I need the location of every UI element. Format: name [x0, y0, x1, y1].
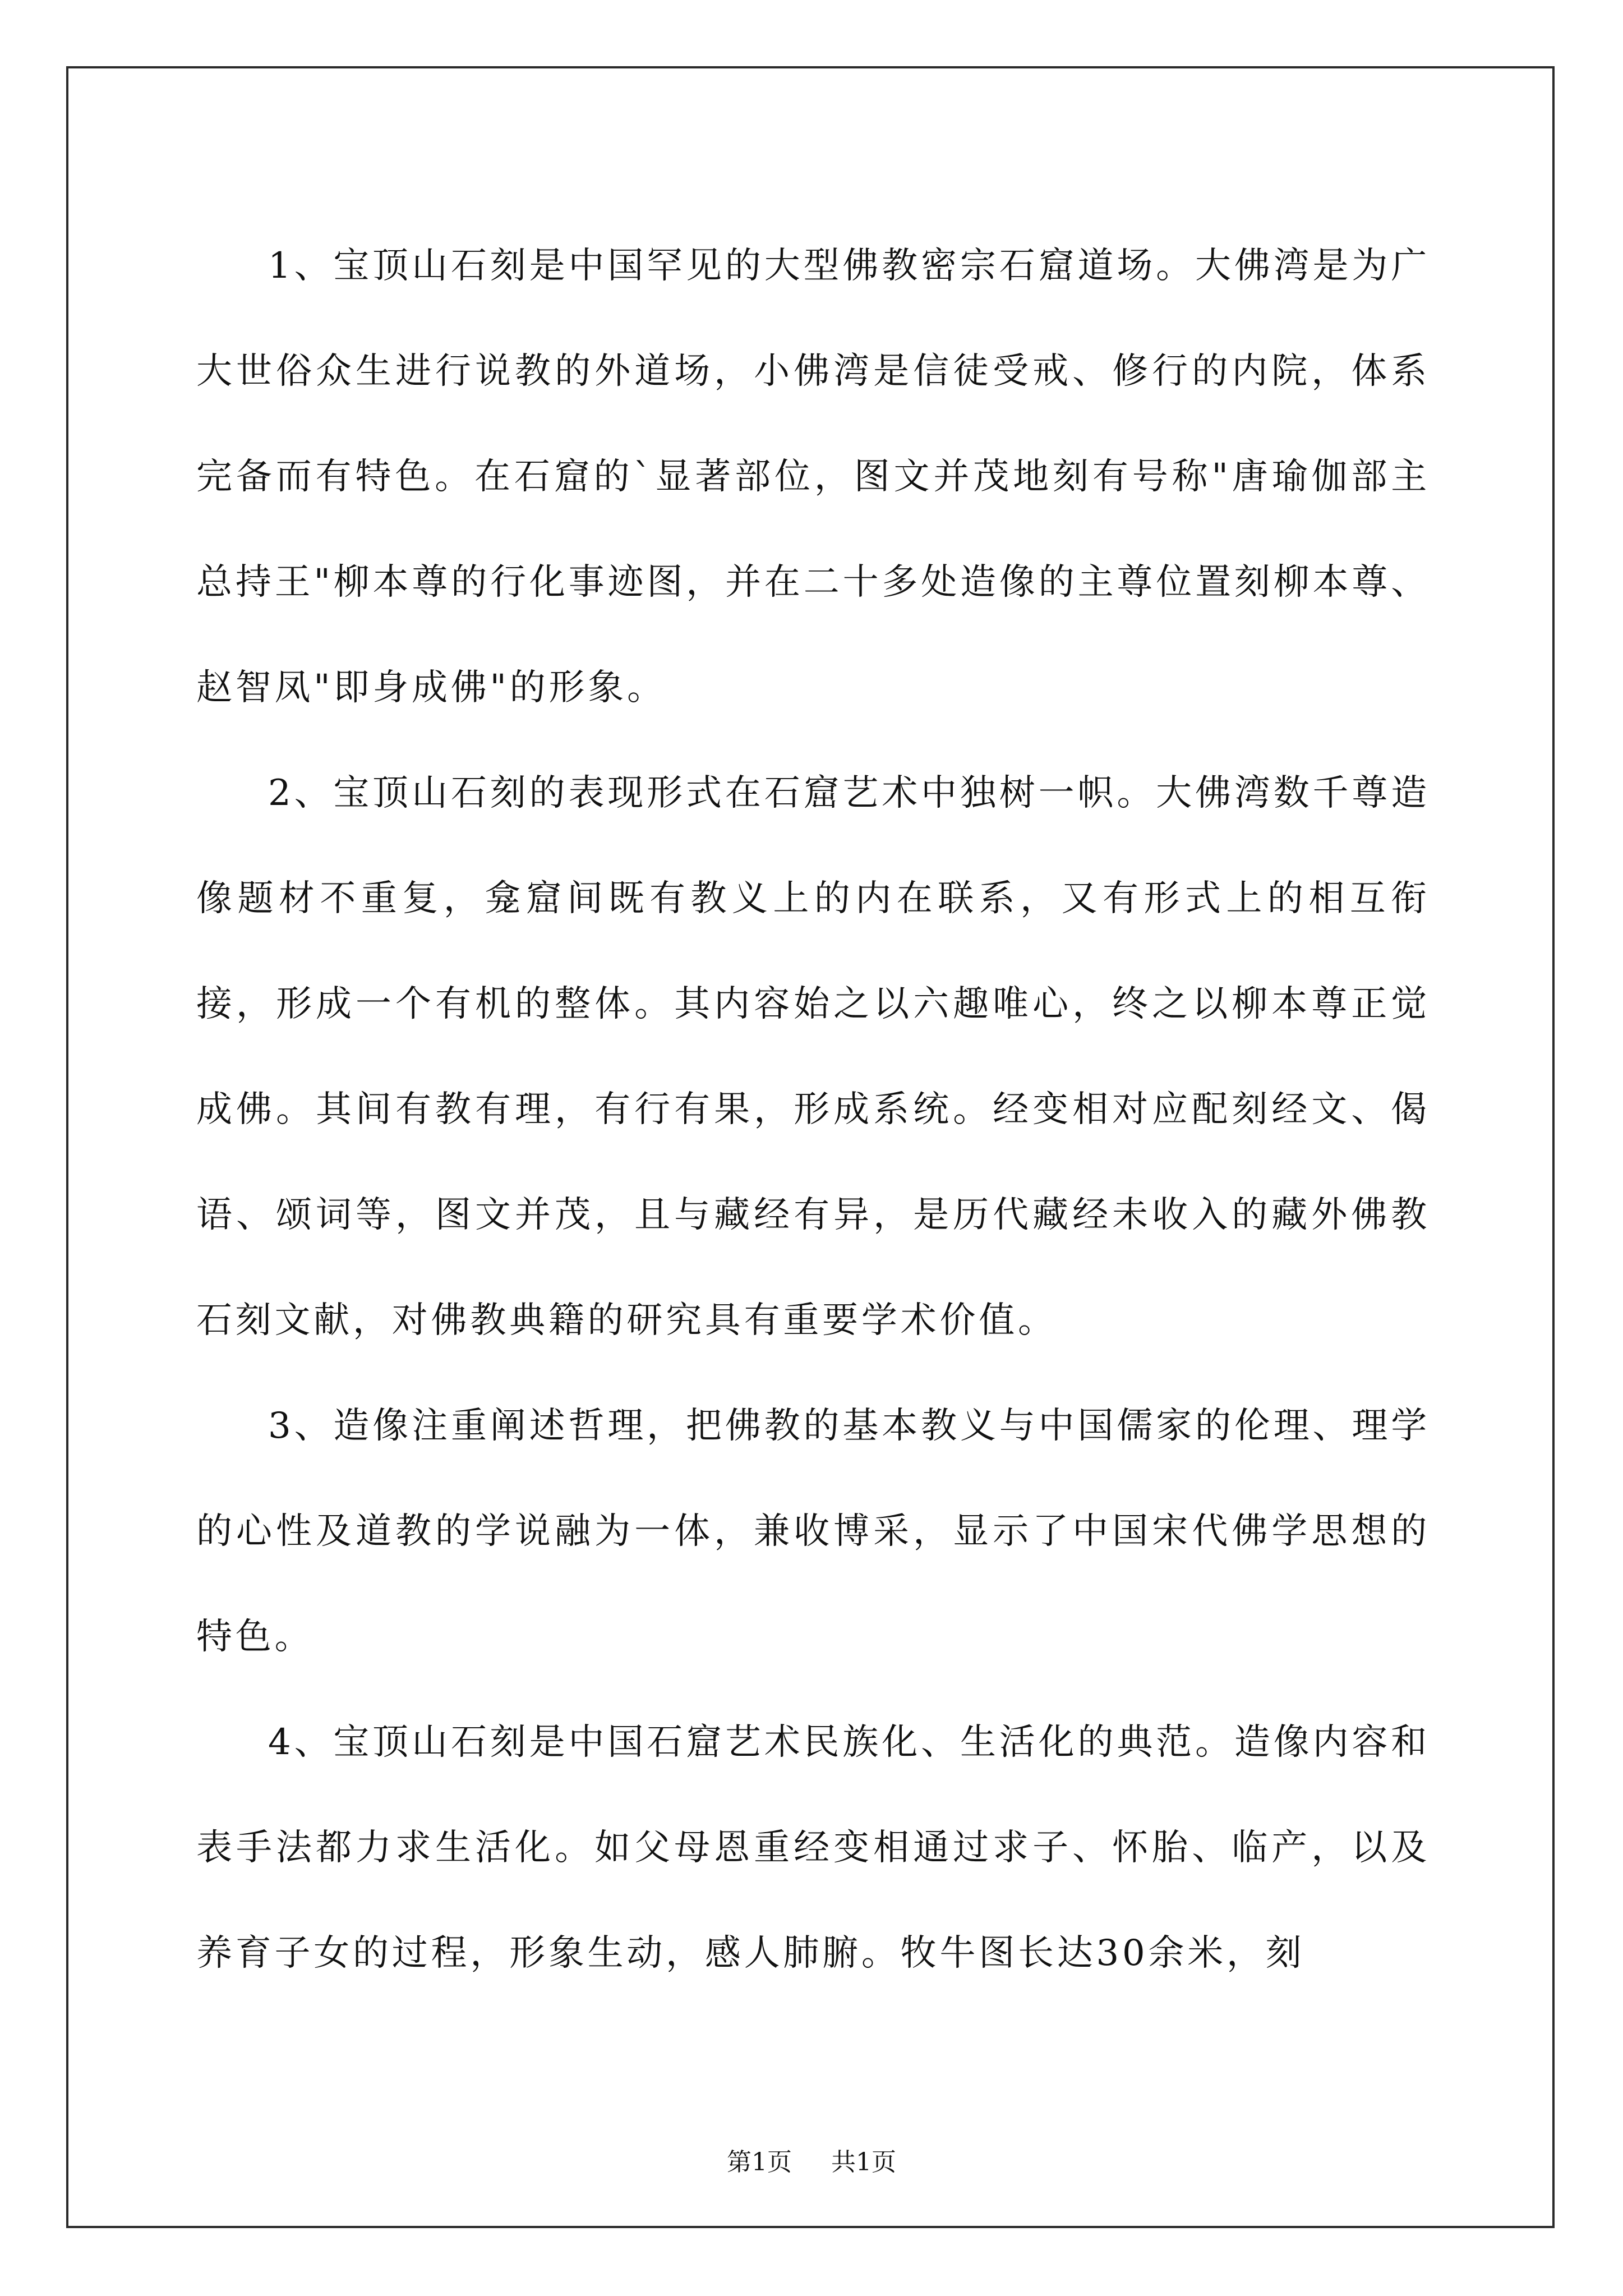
- page-footer: [0, 2142, 1623, 2178]
- paragraph-4: 4、宝顶山石刻是中国石窟艺术民族化、生活化的典范。造像内容和表手法都力求生活化。如父母恩重经变相通过求子、怀胎、临产，以及养育子女的过程，形象生动，感人肺腑。牧牛图长达30余米，刻: [196, 1722, 1430, 1974]
- page-number-total: 共1页: [831, 2148, 896, 2177]
- paragraph-1: 1、宝顶山石刻是中国罕见的大型佛教密宗石窟道场。大佛湾是为广大世俗众生进行说教的外道场，小佛湾是信徒受戒、修行的内院，体系完备而有特色。在石窟的`显著部位，图文并茂地刻有号称"唐瑜伽部主总持王"柳本尊的行化事迹图，并在二十多处造像的主尊位置刻柳本尊、赵智凤"即身成佛"的形象。: [196, 245, 1430, 708]
- page-number-current: 第1页: [727, 2148, 792, 2177]
- document-body: [196, 213, 1430, 2006]
- paragraph-3: 3、造像注重阐述哲理，把佛教的基本教义与中国儒家的伦理、理学的心性及道教的学说融为一体，兼收博采，显示了中国宋代佛学思想的特色。: [196, 1405, 1430, 1658]
- paragraph-2: 2、宝顶山石刻的表现形式在石窟艺术中独树一帜。大佛湾数千尊造像题材不重复，龛窟间既有教义上的内在联系，又有形式上的相互衔接，形成一个有机的整体。其内容始之以六趣唯心，终之以柳本尊正觉成佛。其间有教有理，有行有果，形成系统。经变相对应配刻经文、偈语、颂词等，图文并茂，且与藏经有异，是历代藏经未收入的藏外佛教石刻文献，对佛教典籍的研究具有重要学术价值。: [196, 772, 1430, 1341]
